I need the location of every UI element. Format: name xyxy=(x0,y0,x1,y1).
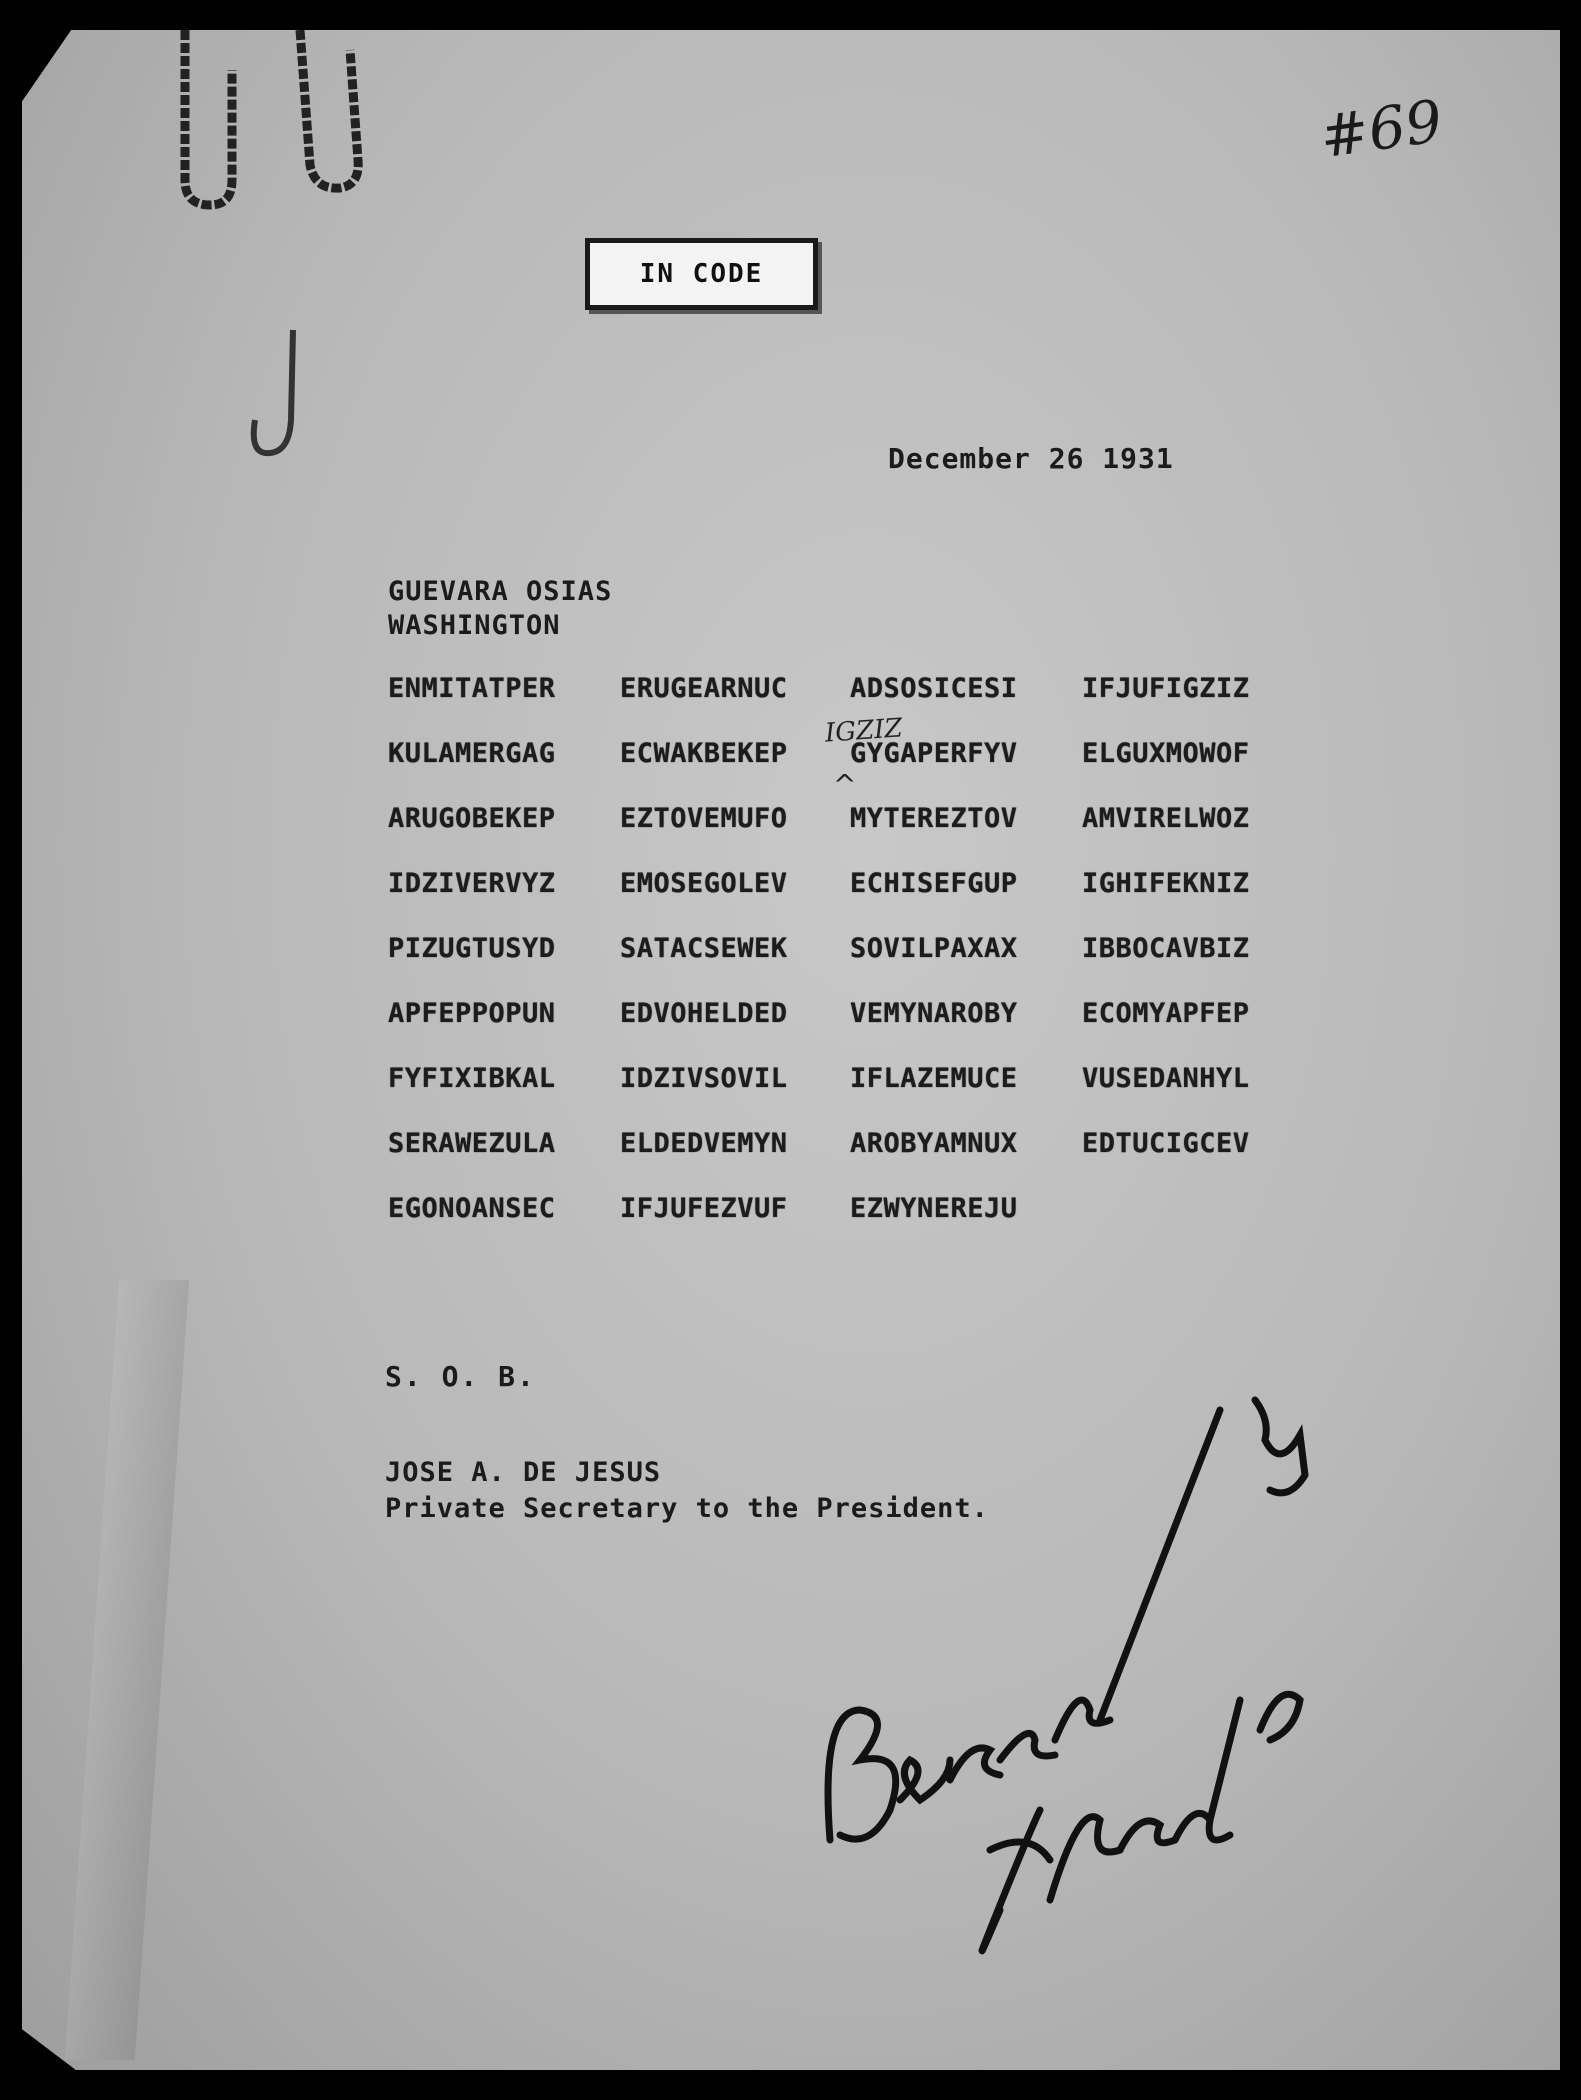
sob-line: S. O. B. xyxy=(385,1360,536,1393)
code-group: EDTUCIGCEV xyxy=(1082,1128,1250,1159)
paperclip-icon xyxy=(170,30,400,220)
handwritten-correction: IGZIZ xyxy=(824,713,904,749)
code-group: AROBYAMNUX xyxy=(850,1128,1018,1159)
code-group: VEMYNAROBY xyxy=(850,998,1018,1029)
document-number: #69 xyxy=(1315,86,1447,172)
code-group: FYFIXIBKAL xyxy=(388,1063,556,1094)
address-block xyxy=(388,575,612,643)
code-group: GYGAPERFYV xyxy=(850,738,1018,769)
paper-edge-shadow xyxy=(65,1280,190,2060)
code-group: SOVILPAXAX xyxy=(850,933,1018,964)
code-group: IDZIVSOVIL xyxy=(620,1063,788,1094)
code-group: APFEPPOPUN xyxy=(388,998,556,1029)
code-group: ECWAKBEKEP xyxy=(620,738,788,769)
code-group: IDZIVERVYZ xyxy=(388,868,556,899)
code-group: ECHISEFGUP xyxy=(850,868,1018,899)
code-group: VUSEDANHYL xyxy=(1082,1063,1250,1094)
code-group: SATACSEWEK xyxy=(620,933,788,964)
code-group: MYTEREZTOV xyxy=(850,803,1018,834)
code-group: IFJUFIGZIZ xyxy=(1082,673,1250,704)
code-group: ARUGOBEKEP xyxy=(388,803,556,834)
code-group: IGHIFEKNIZ xyxy=(1082,868,1250,899)
code-group: IFJUFEZVUF xyxy=(620,1193,788,1224)
document-date: December 26 1931 xyxy=(888,442,1174,475)
address-line: GUEVARA OSIAS xyxy=(388,576,613,607)
code-group: ECOMYAPFEP xyxy=(1082,998,1250,1029)
code-group: EZWYNEREJU xyxy=(850,1193,1018,1224)
code-group: ENMITATPER xyxy=(388,673,556,704)
in-code-stamp: IN CODE xyxy=(585,238,818,310)
insertion-caret: ^ xyxy=(833,768,857,801)
code-group: EDVOHELDED xyxy=(620,998,788,1029)
signature-title: Private Secretary to the President. xyxy=(385,1493,989,1524)
code-group: PIZUGTUSYD xyxy=(388,933,556,964)
paperclip-mark-icon xyxy=(245,325,305,465)
code-group: EZTOVEMUFO xyxy=(620,803,788,834)
address-line: WASHINGTON xyxy=(388,610,561,641)
code-groups-grid xyxy=(388,672,1312,1225)
code-group: KULAMERGAG xyxy=(388,738,556,769)
code-group: ERUGEARNUC xyxy=(620,673,788,704)
code-group: ELGUXMOWOF xyxy=(1082,738,1250,769)
code-group: ADSOSICESI xyxy=(850,673,1018,704)
code-group: ELDEDVEMYN xyxy=(620,1128,788,1159)
handwritten-received-note xyxy=(800,1380,1360,1980)
code-group: AMVIRELWOZ xyxy=(1082,803,1250,834)
code-group: EGONOANSEC xyxy=(388,1193,556,1224)
code-group: IBBOCAVBIZ xyxy=(1082,933,1250,964)
code-group: SERAWEZULA xyxy=(388,1128,556,1159)
code-group: IFLAZEMUCE xyxy=(850,1063,1018,1094)
signature-name: JOSE A. DE JESUS xyxy=(385,1457,662,1488)
code-group: EMOSEGOLEV xyxy=(620,868,788,899)
